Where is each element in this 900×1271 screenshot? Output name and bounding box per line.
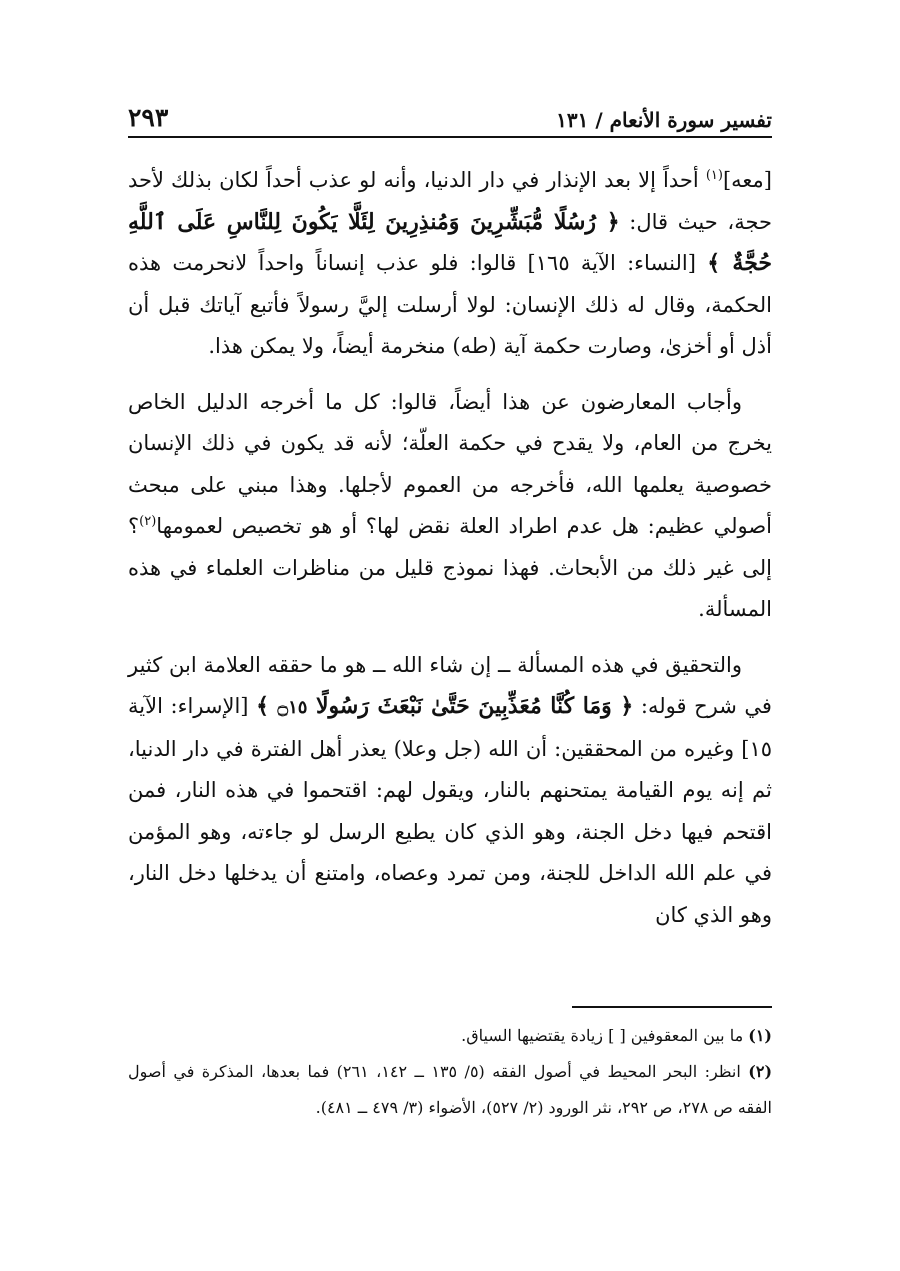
- footnotes: [128, 1018, 772, 1126]
- running-title: تفسير سورة الأنعام / ١٣١: [556, 108, 772, 132]
- p2-text: وأجاب المعارضون عن هذا أيضاً، قالوا: كل ما أخرجه الدليل الخاص يخرج من العام، ولا يقدح في حكمة العلّة؛ لأنه قد يكون في ذلك الإنسان خصوصية يعلمها الله، فأخرجه من العموم لأجلها. وهذا مبني على مبحث أصولي عظيم: هل عدم اطراد العلة نقض لها؟ أو هو تخصيص لعمومها: [128, 389, 772, 538]
- footnote-ref-1: (١): [705, 168, 723, 183]
- paragraph-3: [128, 645, 772, 937]
- p1-text-cont: [النساء: الآية ١٦٥] قالوا: فلو عذب إنساناً واحداً لانحرمت هذه الحكمة، وقال له ذلك الإنسان: لولا أرسلت إليَّ رسولاً فأتبع آياتك قبل أن أذل أو أخزىٰ، وصارت حكمة آية (طه) منخرمة أيضاً، ولا يمكن هذا.: [128, 251, 772, 358]
- main-text: [128, 160, 772, 936]
- paragraph-1: [128, 160, 772, 368]
- p3-text-cont: [الإسراء: الآية ١٥] وغيره من المحققين: أن الله (جل وعلا) يعذر أهل الفترة في دار الدنيا، ثم إنه يوم القيامة يمتحنهم بالنار، ويقول لهم: اقتحموا في هذه النار، فمن اقتحم فيها دخل الجنة، وهو الذي كان يطيع الرسل لو جاءته، وهو المؤمن في علم الله الداخل للجنة، ومن تمرد وعصاه، وامتنع أن يدخلها دخل النار، وهو الذي كان: [128, 694, 772, 927]
- footnote-number: (١): [748, 1026, 772, 1045]
- footnote-ref-2: (٢): [139, 514, 157, 529]
- footnote-2: [128, 1054, 772, 1126]
- footnote-text: انظر: البحر المحيط في أصول الفقه (٥/ ١٣٥ ــ ١٤٢، ٢٦١) فما بعدها، المذكرة في أصول الفقه ص ٢٧٨، ص ٢٩٢، نثر الورود (٢/ ٥٢٧)، الأضواء (٣/ ٤٧٩ ــ ٤٨١).: [128, 1062, 772, 1117]
- footnote-separator: [572, 1006, 772, 1008]
- p1-opening: [معه]: [722, 168, 772, 192]
- paragraph-2: [128, 382, 772, 631]
- ayah-number-mark: ۝١٥: [277, 697, 308, 718]
- p1-text: أحداً إلا بعد الإنذار في دار الدنيا، وأنه لو عذب أحداً لكان بذلك لأحد حجة، حيث قال:: [128, 168, 772, 234]
- footnote-number: (٢): [748, 1062, 773, 1081]
- page-header: [128, 98, 772, 138]
- footnote-1: [128, 1018, 772, 1054]
- quran-verse-nisa: ﴿ رُسُلًا مُّبَشِّرِينَ وَمُنذِرِينَ لِئَلَّا يَكُونَ لِلنَّاسِ عَلَى ٱللَّهِ حُجَّةٌ ﴾: [128, 208, 772, 276]
- page-number: ٢٩٣: [128, 103, 169, 132]
- footnote-text: ما بين المعقوفين [ ] زيادة يقتضيها السياق.: [461, 1026, 744, 1045]
- p2-text-cont: ؟ إلى غير ذلك من الأبحاث. فهذا نموذج قليل من مناظرات العلماء في هذه المسألة.: [128, 514, 772, 621]
- quran-verse-isra: ﴿ وَمَا كُنَّا مُعَذِّبِينَ حَتَّىٰ نَبْعَثَ رَسُولًا ۝١٥ ﴾: [256, 693, 634, 719]
- p3-text: والتحقيق في هذه المسألة ــ إن شاء الله ــ هو ما حققه العلامة ابن كثير في شرح قوله:: [128, 652, 772, 718]
